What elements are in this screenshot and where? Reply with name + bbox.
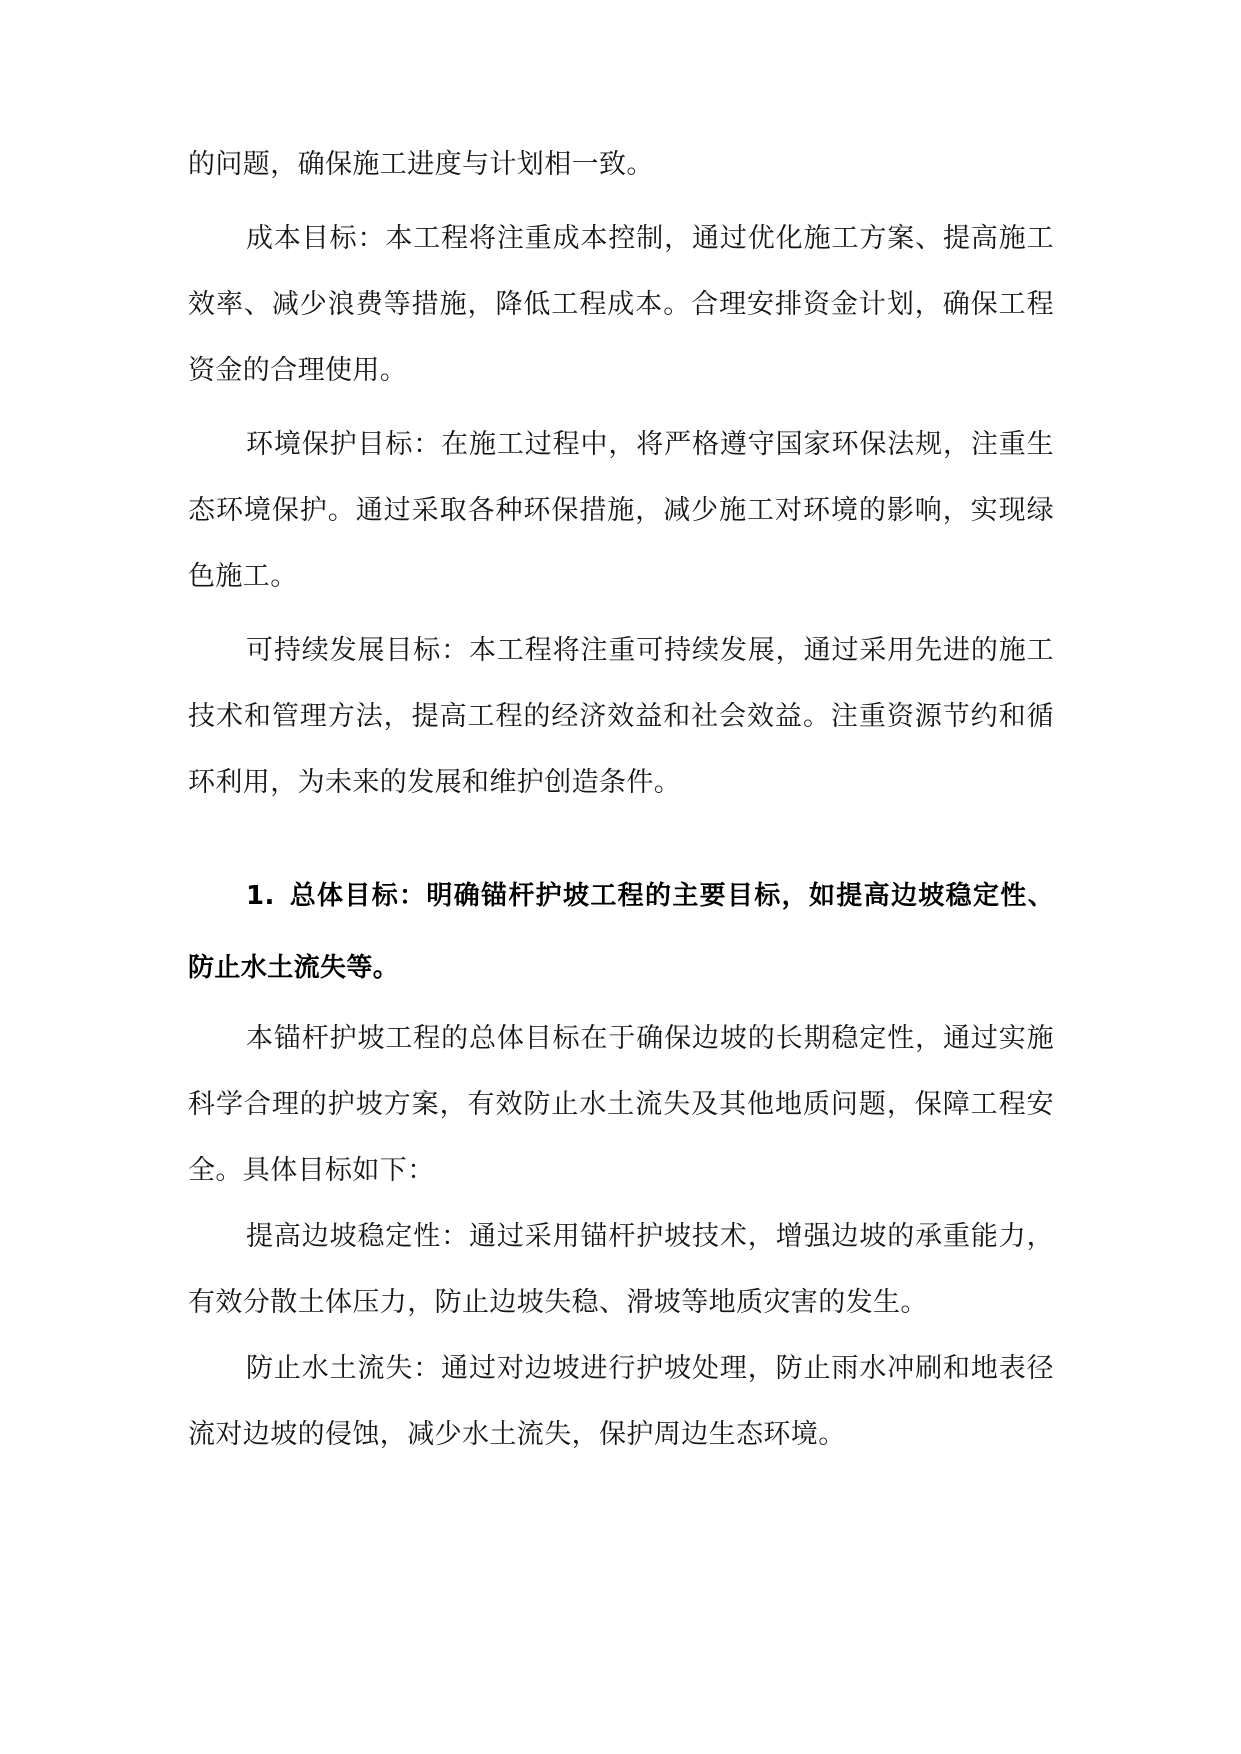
paragraph-cost-target: 成本目标：本工程将注重成本控制，通过优化施工方案、提高施工效率、减少浪费等措施，降低工程成本。合理安排资金计划，确保工程资金的合理使用。 [188, 223, 1054, 386]
section-heading [188, 860, 1054, 1004]
section-heading-text: 总体目标：明确锚杆护坡工程的主要目标，如提高边坡稳定性、防止水土流失等。 [188, 881, 1054, 983]
paragraph-sustainability-target: 可持续发展目标：本工程将注重可持续发展，通过采用先进的施工技术和管理方法，提高工程的经济效益和社会效益。注重资源节约和循环利用，为未来的发展和维护创造条件。 [188, 635, 1054, 798]
paragraph-erosion-prevention: 防止水土流失：通过对边坡进行护坡处理，防止雨水冲刷和地表径流对边坡的侵蚀，减少水土流失，保护周边生态环境。 [188, 1353, 1054, 1450]
paragraph-slope-stability: 提高边坡稳定性：通过采用锚杆护坡技术，增强边坡的承重能力，有效分散土体压力，防止边坡失稳、滑坡等地质灾害的发生。 [188, 1221, 1054, 1318]
paragraph-environment-target: 环境保护目标：在施工过程中，将严格遵守国家环保法规，注重生态环境保护。通过采取各种环保措施，减少施工对环境的影响，实现绿色施工。 [188, 429, 1054, 592]
paragraph-overall-target: 本锚杆护坡工程的总体目标在于确保边坡的长期稳定性，通过实施科学合理的护坡方案，有效防止水土流失及其他地质问题，保障工程安全。具体目标如下： [188, 1023, 1054, 1186]
paragraph-continuation: 的问题，确保施工进度与计划相一致。 [188, 149, 654, 180]
document-body [188, 132, 1054, 1468]
section-heading-number: 1. [246, 881, 275, 911]
